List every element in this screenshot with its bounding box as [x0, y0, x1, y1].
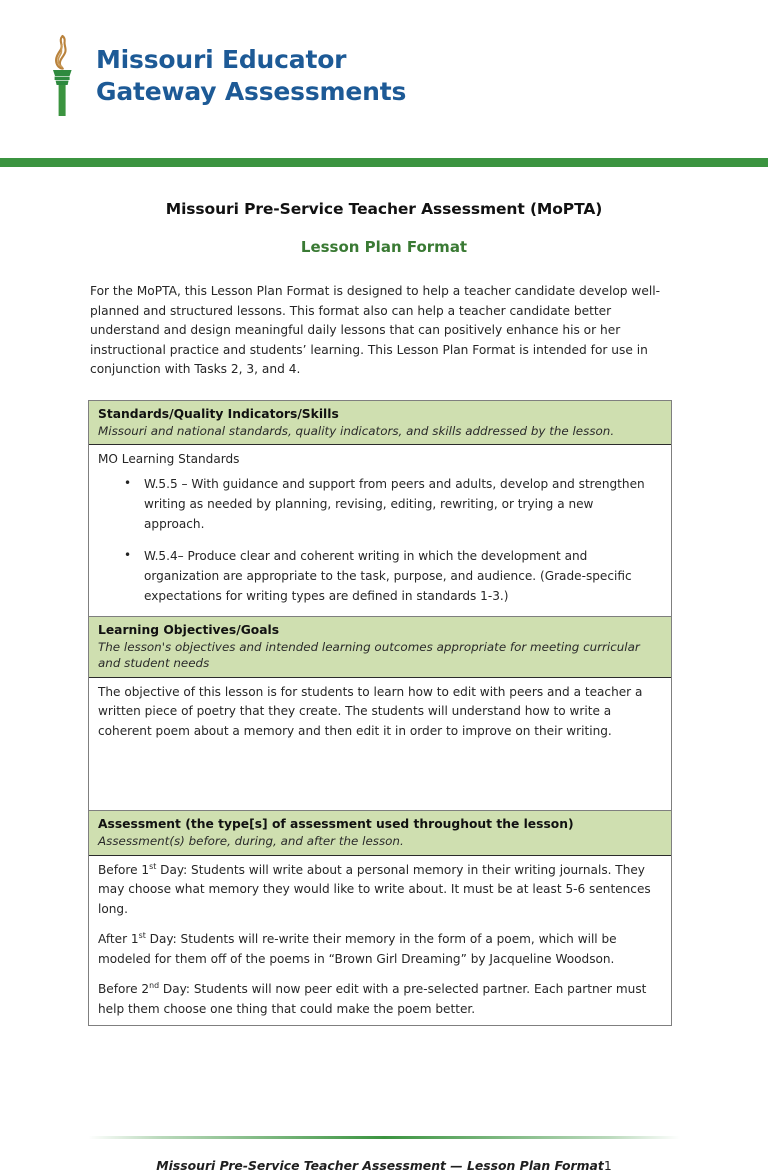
assessment-rest: Day: Students will now peer edit with a pre-selected partner. Each partner must help them choose one thing that could make the poem better.: [98, 982, 647, 1016]
ordinal-suffix: st: [138, 930, 146, 940]
page-subtitle: Lesson Plan Format: [300, 238, 468, 256]
footer-page-number: 1: [603, 1158, 612, 1173]
section-assessment-header: [89, 811, 671, 856]
objectives-blank-space: [98, 752, 662, 804]
list-item: • W.5.4– Produce clear and coherent writing in which the development and organization are appropriate to the task, purpose, and audience. (Grade-specific expectations for writing types are defined in standards 1-3.): [144, 546, 662, 606]
assessment-lead: Before 1: [98, 862, 150, 877]
section-objectives-title: Learning Objectives/Goals: [98, 622, 280, 637]
brand-line-1: Missouri Educator: [96, 45, 347, 74]
section-standards-header: [89, 401, 671, 446]
brand-text: [96, 44, 406, 108]
torch-icon: [42, 33, 82, 119]
standards-intro-line: MO Learning Standards: [98, 452, 240, 466]
section-assessment: [88, 810, 672, 1026]
objectives-paragraph: The objective of this lesson is for students to learn how to edit with peers and a teacher a written piece of poetry that they create. The students will understand how to write a coherent poem about a memory and then edit it in order to improve on their writing.: [98, 684, 643, 738]
assessment-paragraph: [98, 980, 662, 1019]
assessment-rest: Day: Students will write about a personal memory in their writing journals. They may choose what memory they would like to write about. It must be at least 5-6 sentences long.: [98, 862, 651, 916]
section-standards: [88, 400, 672, 616]
ordinal-suffix: st: [149, 861, 157, 871]
section-assessment-body[interactable]: [89, 856, 671, 1026]
lesson-plan-table: [88, 400, 672, 1027]
section-standards-description: Missouri and national standards, quality indicators, and skills addressed by the lesson.: [98, 423, 615, 438]
page-footer: [0, 1158, 768, 1173]
assessment-lead: Before 2: [98, 982, 150, 996]
section-standards-body[interactable]: [89, 445, 671, 616]
assessment-paragraph: [98, 861, 662, 920]
list-item: • W.5.5 – With guidance and support from peers and adults, develop and strengthen writing as needed by planning, revising, editing, rewriting, or trying a new approach.: [144, 474, 662, 534]
footer-divider: [88, 1136, 680, 1139]
masthead-divider: [0, 158, 768, 167]
brand-line-2: Gateway Assessments: [96, 77, 407, 106]
page-title: Missouri Pre-Service Teacher Assessment (MoPTA): [165, 200, 603, 218]
assessment-rest: Day: Students will re-write their memory in the form of a poem, which will be modeled for them off of the poems in “Brown Girl Dreaming” by Jacqueline Woodson.: [98, 932, 617, 966]
section-standards-title: Standards/Quality Indicators/Skills: [98, 406, 339, 421]
ordinal-suffix: nd: [149, 980, 160, 990]
section-assessment-description: Assessment(s) before, during, and after the lesson.: [98, 834, 404, 848]
section-objectives-header: [89, 617, 671, 678]
assessment-lead: After 1: [98, 932, 139, 946]
footer-text: Missouri Pre-Service Teacher Assessment — Lesson Plan Format: [156, 1158, 604, 1173]
masthead: [0, 0, 768, 160]
section-objectives: [88, 616, 672, 811]
intro-paragraph: For the MoPTA, this Lesson Plan Format is designed to help a teacher candidate develop well-planned and structured lessons. This format also can help a teacher candidate better understand and design meaningful daily lessons that can positively enhance his or her instructional practice and students’ learning. This Lesson Plan Format is intended for use in conjunction with Tasks 2, 3, and 4.: [90, 284, 661, 376]
assessment-paragraph: [98, 930, 662, 969]
standards-list: [98, 474, 662, 606]
section-objectives-description: The lesson's objectives and intended learning outcomes appropriate for meeting curricular and student needs: [98, 639, 640, 670]
brand-logo: [42, 33, 406, 119]
section-objectives-body[interactable]: [89, 678, 671, 811]
document-body: [0, 200, 768, 1173]
section-assessment-title: Assessment (the type[s] of assessment used throughout the lesson): [98, 817, 574, 831]
